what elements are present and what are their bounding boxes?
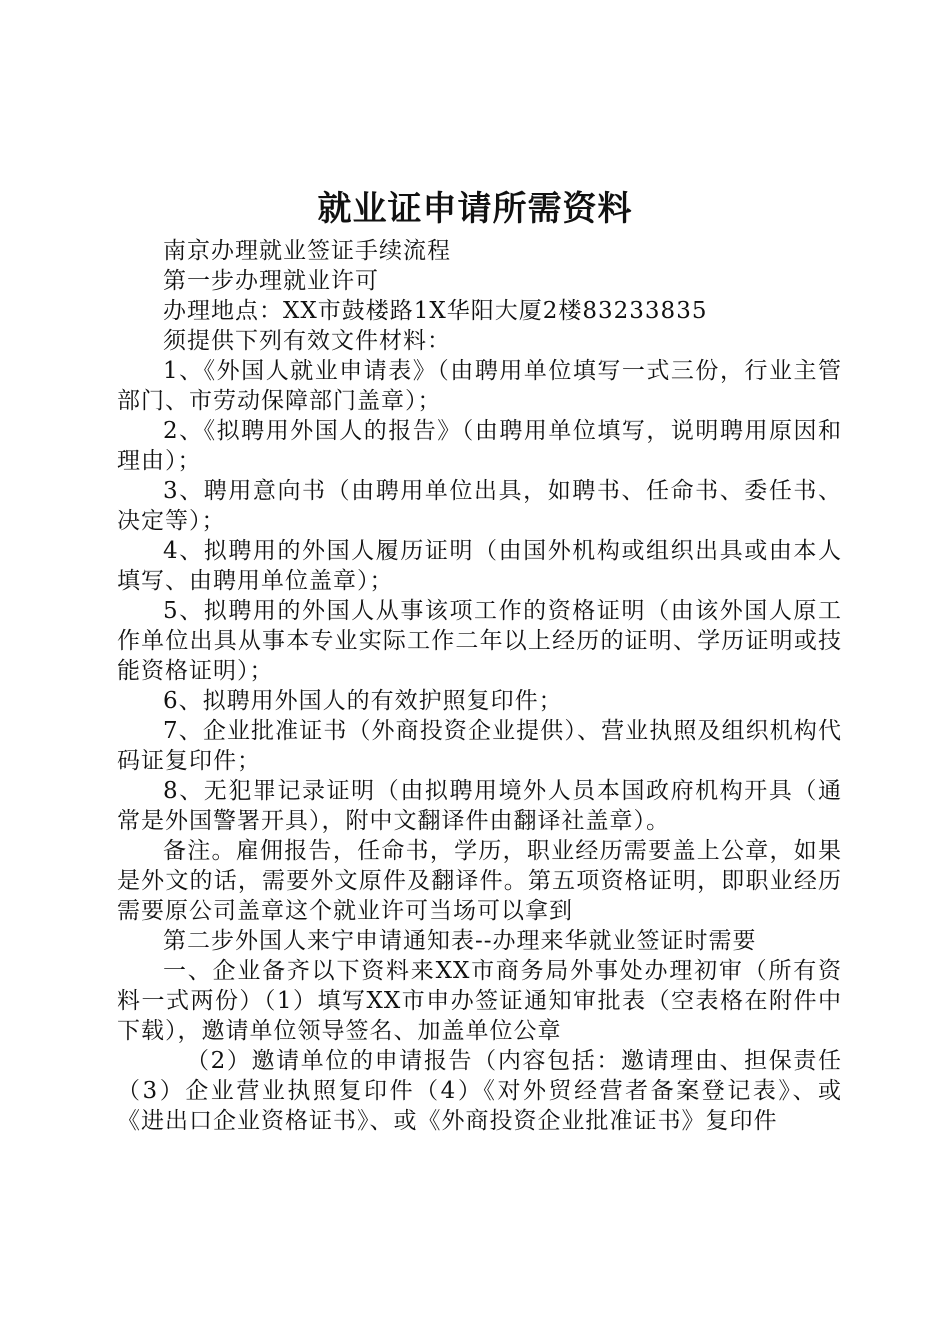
paragraph-process-heading: 南京办理就业签证手续流程 — [163, 238, 451, 264]
paragraph-location: 办理地点：XX市鼓楼路1X华阳大厦2楼83233835 — [163, 298, 708, 324]
document-body — [117, 236, 842, 1136]
list-item-2: 2、《拟聘用外国人的报告》（由聘用单位填写，说明聘用原因和理由）； — [117, 418, 842, 474]
paragraph-remark: 备注。雇佣报告，任命书，学历，职业经历需要盖上公章，如果是外文的话，需要外文原件及翻译件。第五项资格证明，即职业经历需要原公司盖章这个就业许可当场可以拿到 — [117, 838, 842, 924]
paragraph-step-two-item-2: （2）邀请单位的申请报告（内容包括：邀请理由、担保责任（3）企业营业执照复印件（4）《对外贸经营者备案登记表》、或《进出口企业资格证书》、或《外商投资企业批准证书》复印件 — [117, 1048, 842, 1134]
list-item-7: 7、企业批准证书（外商投资企业提供）、营业执照及组织机构代码证复印件； — [117, 718, 842, 774]
paragraph-required-materials: 须提供下列有效文件材料： — [163, 328, 451, 354]
list-item-4: 4、拟聘用的外国人履历证明（由国外机构或组织出具或由本人填写、由聘用单位盖章）； — [117, 538, 842, 594]
list-item-3: 3、聘用意向书（由聘用单位出具，如聘书、任命书、委任书、决定等）； — [117, 478, 842, 534]
list-item-6: 6、拟聘用外国人的有效护照复印件； — [163, 688, 563, 714]
list-item-5: 5、拟聘用的外国人从事该项工作的资格证明（由该外国人原工作单位出具从事本专业实际工作二年以上经历的证明、学历证明或技能资格证明）； — [117, 598, 842, 684]
paragraph-step-two: 第二步外国人来宁申请通知表--办理来华就业签证时需要 — [163, 928, 757, 954]
list-item-8: 8、无犯罪记录证明（由拟聘用境外人员本国政府机构开具（通常是外国警署开具），附中文翻译件由翻译社盖章）。 — [117, 778, 842, 834]
document-title: 就业证申请所需资料 — [317, 189, 633, 229]
paragraph-step-one: 第一步办理就业许可 — [163, 268, 379, 294]
paragraph-step-two-item-1: 一、企业备齐以下资料来XX市商务局外事处办理初审（所有资料一式两份）（1）填写XX市申办签证通知审批表（空表格在附件中下载），邀请单位领导签名、加盖单位公章 — [117, 958, 842, 1044]
list-item-1: 1、《外国人就业申请表》（由聘用单位填写一式三份，行业主管部门、市劳动保障部门盖章）； — [117, 358, 842, 414]
